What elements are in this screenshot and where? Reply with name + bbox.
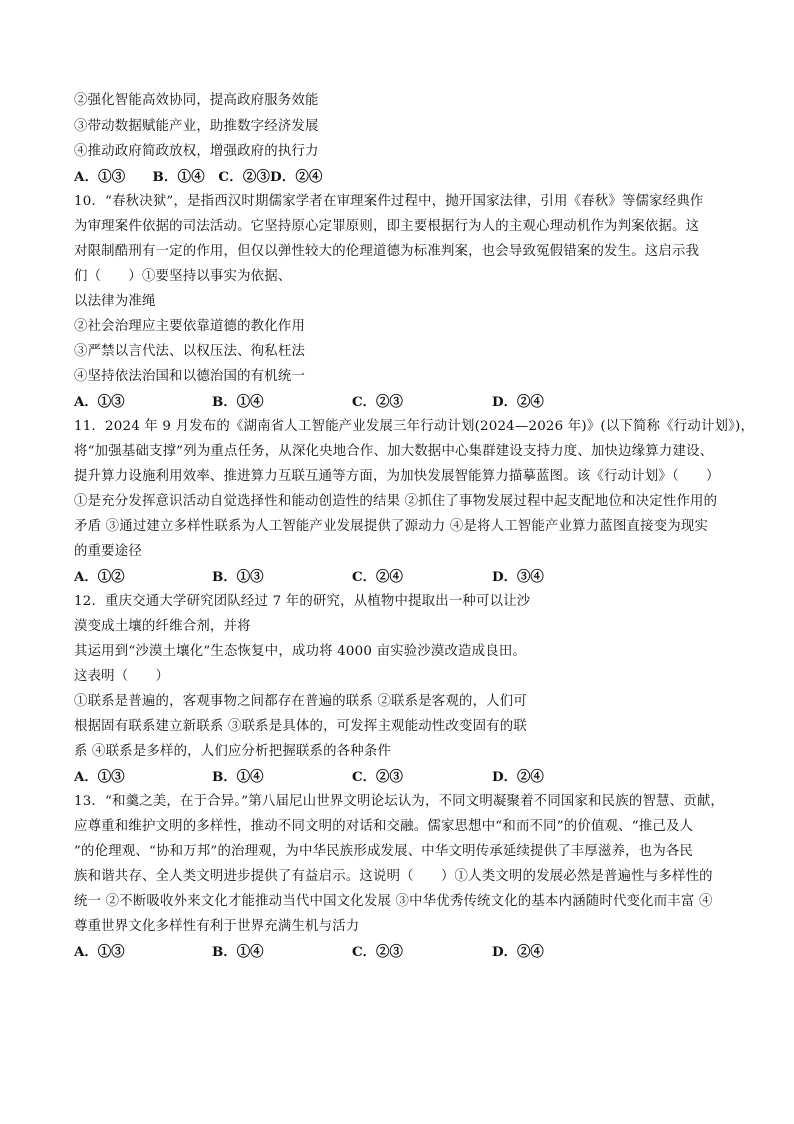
q12-stem-line: 这表明（ ） (74, 669, 170, 684)
q10-stem-line: 为审理案件依据的司法活动。它坚持原心定罪原则，即主要根据行为人的主观心理动机作为判案依据。这 (74, 219, 700, 234)
q10-statement: ④坚持依法治国和以德治国的有机统一 (74, 369, 306, 384)
q13-stem-line: ”的伦理观、“协和万邦”的治理观，为中华民族形成发展、中华文明传承延续提供了丰厚滋养，也为各民 (74, 844, 694, 859)
q10-stem-line: 对限制酷刑有一定的作用，但仅以弹性较大的伦理道德为标准判案，也会导致冤假错案的发生。这启示我 (74, 244, 700, 259)
q13-statement: 统一 ②不断吸收外来文化才能推动当代中国文化发展 ③中华优秀传统文化的基本内涵随时代变化而丰富 ④ (74, 894, 713, 909)
q12-statement: 系 ④联系是多样的，人们应分析把握联系的各种条件 (74, 744, 392, 759)
q12-stem-line: 其运用到“沙漠土壤化”生态恢复中，成功将 4000 亩实验沙漠改造成良田。 (74, 644, 527, 659)
q12-statement: 根据固有联系建立新联系 ③联系是具体的，可发挥主观能动性改变固有的联 (74, 719, 527, 734)
q10-choice-c[interactable]: C．②③ (352, 394, 403, 410)
q9-answer-choices[interactable]: A．①③ B．①④ C．②③D．②④ (74, 169, 323, 185)
q11-stem-line: 11．2024 年 9 月发布的《湖南省人工智能产业发展三年行动计划(2024—2026 年)》(以下简称《行动计划》)， (74, 419, 755, 434)
q10-choice-a[interactable]: A．①③ (74, 394, 125, 410)
q10-statement: ③严禁以言代法、以权压法、徇私枉法 (74, 344, 306, 359)
q10-statement: 以法律为准绳 (74, 294, 156, 309)
q13-stem-line: 应尊重和维护文明的多样性，推动不同文明的对话和交融。儒家思想中“和而不同”的价值观、“推己及人 (74, 819, 694, 834)
q10-stem-line: 10．“春秋决狱”，是指西汉时期儒家学者在审理案件过程中，抛开国家法律，引用《春秋》等儒家经典作 (74, 194, 704, 209)
q13-choice-b[interactable]: B．①④ (212, 944, 264, 960)
q12-stem-line: 12．重庆交通大学研究团队经过 7 年的研究，从植物中提取出一种可以让沙 (74, 594, 531, 609)
q13-choice-c[interactable]: C．②③ (352, 944, 403, 960)
q12-choice-c[interactable]: C．②③ (352, 769, 403, 785)
q10-stem-line: 们（ ）①要坚持以事实为依据、 (74, 269, 292, 284)
q11-choice-a[interactable]: A．①② (74, 569, 125, 585)
q11-statement: 的重要途径 (74, 544, 142, 559)
q13-stem-line: 族和谐共存、全人类文明进步提供了有益启示。这说明（ ）①人类文明的发展必然是普遍性与多样性的 (74, 869, 713, 884)
q9-option-2: ②强化智能高效协同，提高政府服务效能 (74, 93, 319, 108)
q12-statement: ①联系是普遍的，客观事物之间都存在普遍的联系 ②联系是客观的，人们可 (74, 694, 527, 709)
q10-choice-b[interactable]: B．①④ (212, 394, 264, 410)
q13-stem-line: 13．“和羹之美，在于合异。”第八届尼山世界文明论坛认为，不同文明凝聚着不同国家和民族的智慧、贡献， (74, 794, 724, 809)
q12-choice-a[interactable]: A．①③ (74, 769, 125, 785)
q11-choice-c[interactable]: C．②④ (352, 569, 403, 585)
q12-choice-b[interactable]: B．①④ (212, 769, 264, 785)
q10-choice-d[interactable]: D．②④ (492, 394, 544, 410)
q11-choice-d[interactable]: D．③④ (492, 569, 544, 585)
q13-statement: 尊重世界文化多样性有利于世界充满生机与活力 (74, 919, 360, 934)
q9-option-4: ④推动政府简政放权，增强政府的执行力 (74, 144, 319, 159)
q9-option-3: ③带动数据赋能产业，助推数字经济发展 (74, 119, 319, 134)
q13-choice-d[interactable]: D．②④ (492, 944, 544, 960)
q11-statement: ①是充分发挥意识活动自觉选择性和能动创造性的结果 ②抓住了事物发展过程中起支配地位和决定性作用的 (74, 494, 718, 509)
q12-stem-line: 漠变成土壤的纤维合剂，并将 (74, 619, 251, 634)
q11-statement: 矛盾 ③通过建立多样性联系为人工智能产业发展提供了源动力 ④是将人工智能产业算力蓝图直接变为现实 (74, 519, 709, 534)
q13-choice-a[interactable]: A．①③ (74, 944, 125, 960)
q10-statement: ②社会治理应主要依靠道德的教化作用 (74, 319, 306, 334)
q11-stem-line: 提升算力设施利用效率、推进算力互联互通等方面，为加快发展智能算力描摹蓝图。该《行动计划》（ ） (74, 469, 720, 484)
q12-choice-d[interactable]: D．②④ (492, 769, 544, 785)
q11-choice-b[interactable]: B．①③ (212, 569, 264, 585)
q11-stem-line: 将“加强基础支撑”列为重点任务，从深化央地合作、加大数据中心集群建设支持力度、加快边缘算力建设、 (74, 444, 714, 459)
